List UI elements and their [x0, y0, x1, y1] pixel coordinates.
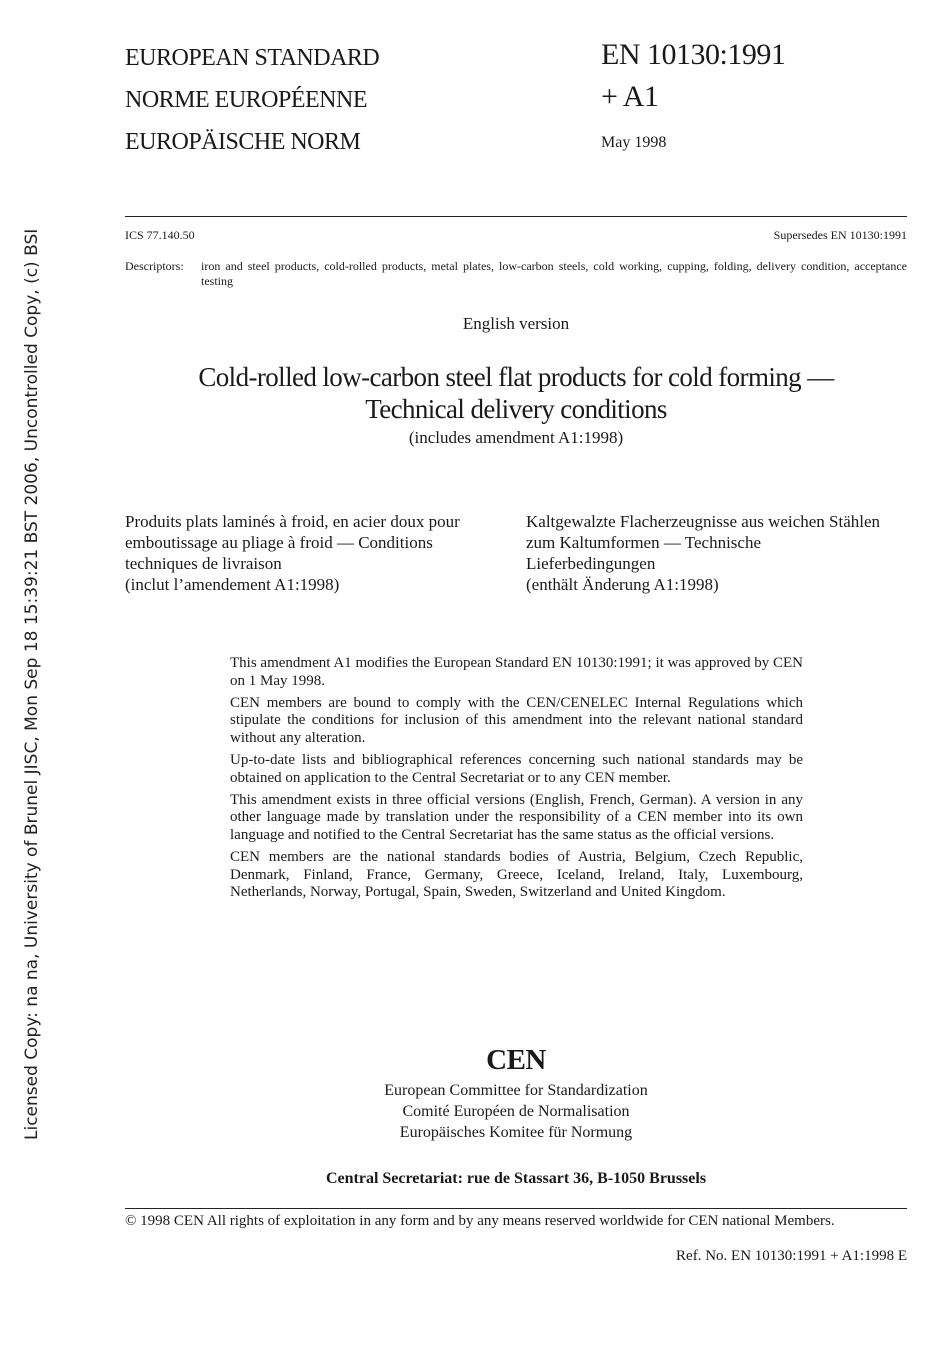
cen-name-french: Comité Européen de Normalisation — [402, 1103, 630, 1120]
note-paragraph: CEN members are bound to comply with the CEN/CENELEC Internal Regulations which stipulate the conditions for inclusion of this amendment into the relevant national standard without any alteration. — [230, 694, 803, 746]
french-title — [125, 511, 505, 595]
header-english: EUROPEAN STANDARD — [125, 45, 380, 71]
descriptors — [125, 259, 907, 289]
amendment-label: + A1 — [601, 80, 659, 113]
amendment-note: (includes amendment A1:1998) — [408, 428, 624, 447]
note-paragraph: CEN members are the national standards bodies of Austria, Belgium, Czech Republic, Denmark, Finland, France, Germany, Greece, Iceland, Ireland, Italy, Luxembourg, Netherlands, Norway, Portugal, Spain, Sweden, Switzerland and United Kingdom. — [230, 848, 803, 901]
cen-logo: CEN — [486, 1044, 546, 1076]
german-title-line: (enthält Änderung A1:1998) — [526, 575, 719, 594]
approval-notes — [230, 655, 803, 906]
note-paragraph: This amendment A1 modifies the European Standard EN 10130:1991; it was approved by CEN on 1 May 1998. — [230, 655, 803, 689]
french-title-line: Produits plats laminés à froid, en acier doux pour — [125, 512, 460, 531]
german-title-line: zum Kaltumformen — Technische — [526, 533, 762, 552]
header-german: EUROPÄISCHE NORM — [125, 129, 361, 155]
document-title-line1: Cold-rolled low-carbon steel flat products for cold forming — — [198, 362, 834, 392]
ics-code: ICS 77.140.50 — [125, 228, 195, 242]
german-title-line: Kaltgewalzte Flacherzeugnisse aus weichen Stählen — [526, 512, 881, 531]
supersedes: Supersedes EN 10130:1991 — [773, 228, 907, 242]
standard-number: EN 10130:1991 — [601, 38, 786, 71]
copyright-notice: © 1998 CEN All rights of exploitation in any form and by any means reserved worldwide for CEN national Members. — [125, 1213, 835, 1229]
french-title-line: (inclut l’amendement A1:1998) — [125, 575, 340, 594]
german-title-line: Lieferbedingungen — [526, 554, 656, 573]
license-watermark: Licensed Copy: na na, University of Brunel JISC, Mon Sep 18 15:39:21 BST 2006, Uncontrolled Copy, (c) BSI — [22, 228, 42, 1140]
note-paragraph: This amendment exists in three official versions (English, French, German). A version in any other language made by translation under the responsibility of a CEN member into its own language and notified to the Central Secretariat has the same status as the official versions. — [230, 791, 803, 843]
french-title-line: emboutissage au pliage à froid — Conditions — [125, 533, 433, 552]
footer-divider — [125, 1208, 907, 1209]
descriptors-label: Descriptors: — [125, 259, 184, 273]
central-secretariat: Central Secretariat: rue de Stassart 36, B-1050 Brussels — [325, 1170, 707, 1187]
header-french: NORME EUROPÉENNE — [125, 87, 367, 113]
publication-date: May 1998 — [601, 134, 667, 151]
note-paragraph: Up-to-date lists and bibliographical references concerning such national standards may be obtained on application to the Central Secretariat or to any CEN member. — [230, 751, 803, 786]
version-label: English version — [462, 314, 570, 333]
french-title-line: techniques de livraison — [125, 554, 282, 573]
reference-number: Ref. No. EN 10130:1991 + A1:1998 E — [676, 1248, 907, 1264]
german-title — [526, 511, 916, 595]
cen-name-german: Europäisches Komitee für Normung — [399, 1124, 633, 1141]
cen-name-english: European Committee for Standardization — [384, 1082, 648, 1099]
descriptors-text: iron and steel products, cold-rolled products, metal plates, low-carbon steels, cold working, cupping, folding, delivery condition, acceptance testing — [201, 259, 907, 288]
document-title-line2: Technical delivery conditions — [365, 394, 667, 424]
header-divider — [125, 216, 907, 217]
